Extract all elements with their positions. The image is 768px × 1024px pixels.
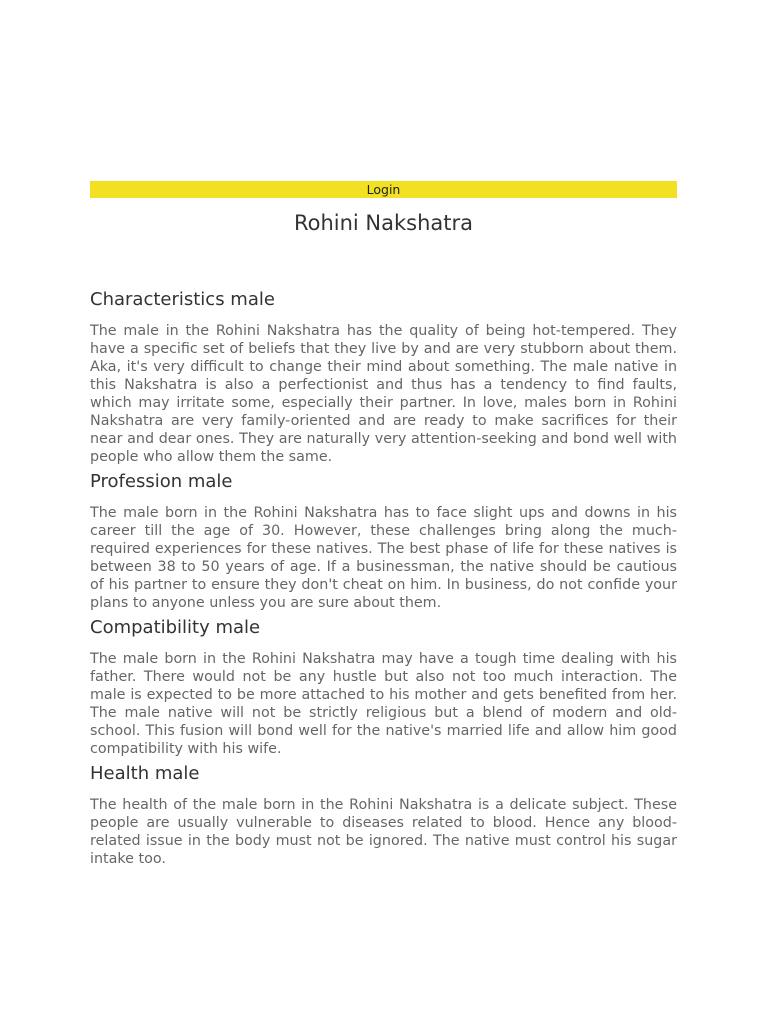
sections [90,288,677,868]
section-body: The male born in the Rohini Nakshatra may have a tough time dealing with his father. There would not be any hustle but also not too much interaction. The male is expected to be more attached to his mother and gets benefited from her. The male native will not be strictly religious but a blend of modern and old-school. This fusion will bond well for the native's married life and allow him good compatibility with his wife. [90,651,677,757]
section-heading: Compatibility male [90,617,261,638]
section-health [90,762,677,868]
section-characteristics [90,288,677,466]
section-compatibility [90,616,677,758]
section-body: The health of the male born in the Rohini Nakshatra is a delicate subject. These people are usually vulnerable to diseases related to blood. Hence any blood-related issue in the body must not be ignored. The native must control his sugar intake too. [90,797,677,867]
section-heading: Health male [90,763,200,784]
login-button[interactable]: Login [90,181,677,198]
section-body: The male born in the Rohini Nakshatra has to face slight ups and downs in his career till the age of 30. However, these challenges bring along the much-required experiences for these natives. The best phase of life for these natives is between 38 to 50 years of age. If a businessman, the native should be cautious of his partner to ensure they don't cheat on him. In business, do not confide your plans to anyone unless you are sure about them. [90,505,677,611]
page-title: Rohini Nakshatra [293,211,474,235]
section-heading: Profession male [90,471,233,492]
section-body: The male in the Rohini Nakshatra has the quality of being hot-tempered. They have a specific set of beliefs that they live by and are very stubborn about them. Aka, it's very difficult to change their mind about something. The male native in this Nakshatra is also a perfectionist and thus has a tendency to find faults, which may irritate some, especially their partner. In love, males born in Rohini Nakshatra are very family-oriented and are ready to make sacrifices for their near and dear ones. They are naturally very attention-seeking and bond well with people who allow them the same. [90,323,677,465]
section-heading: Characteristics male [90,289,275,310]
section-profession [90,470,677,612]
content-container [90,181,677,872]
